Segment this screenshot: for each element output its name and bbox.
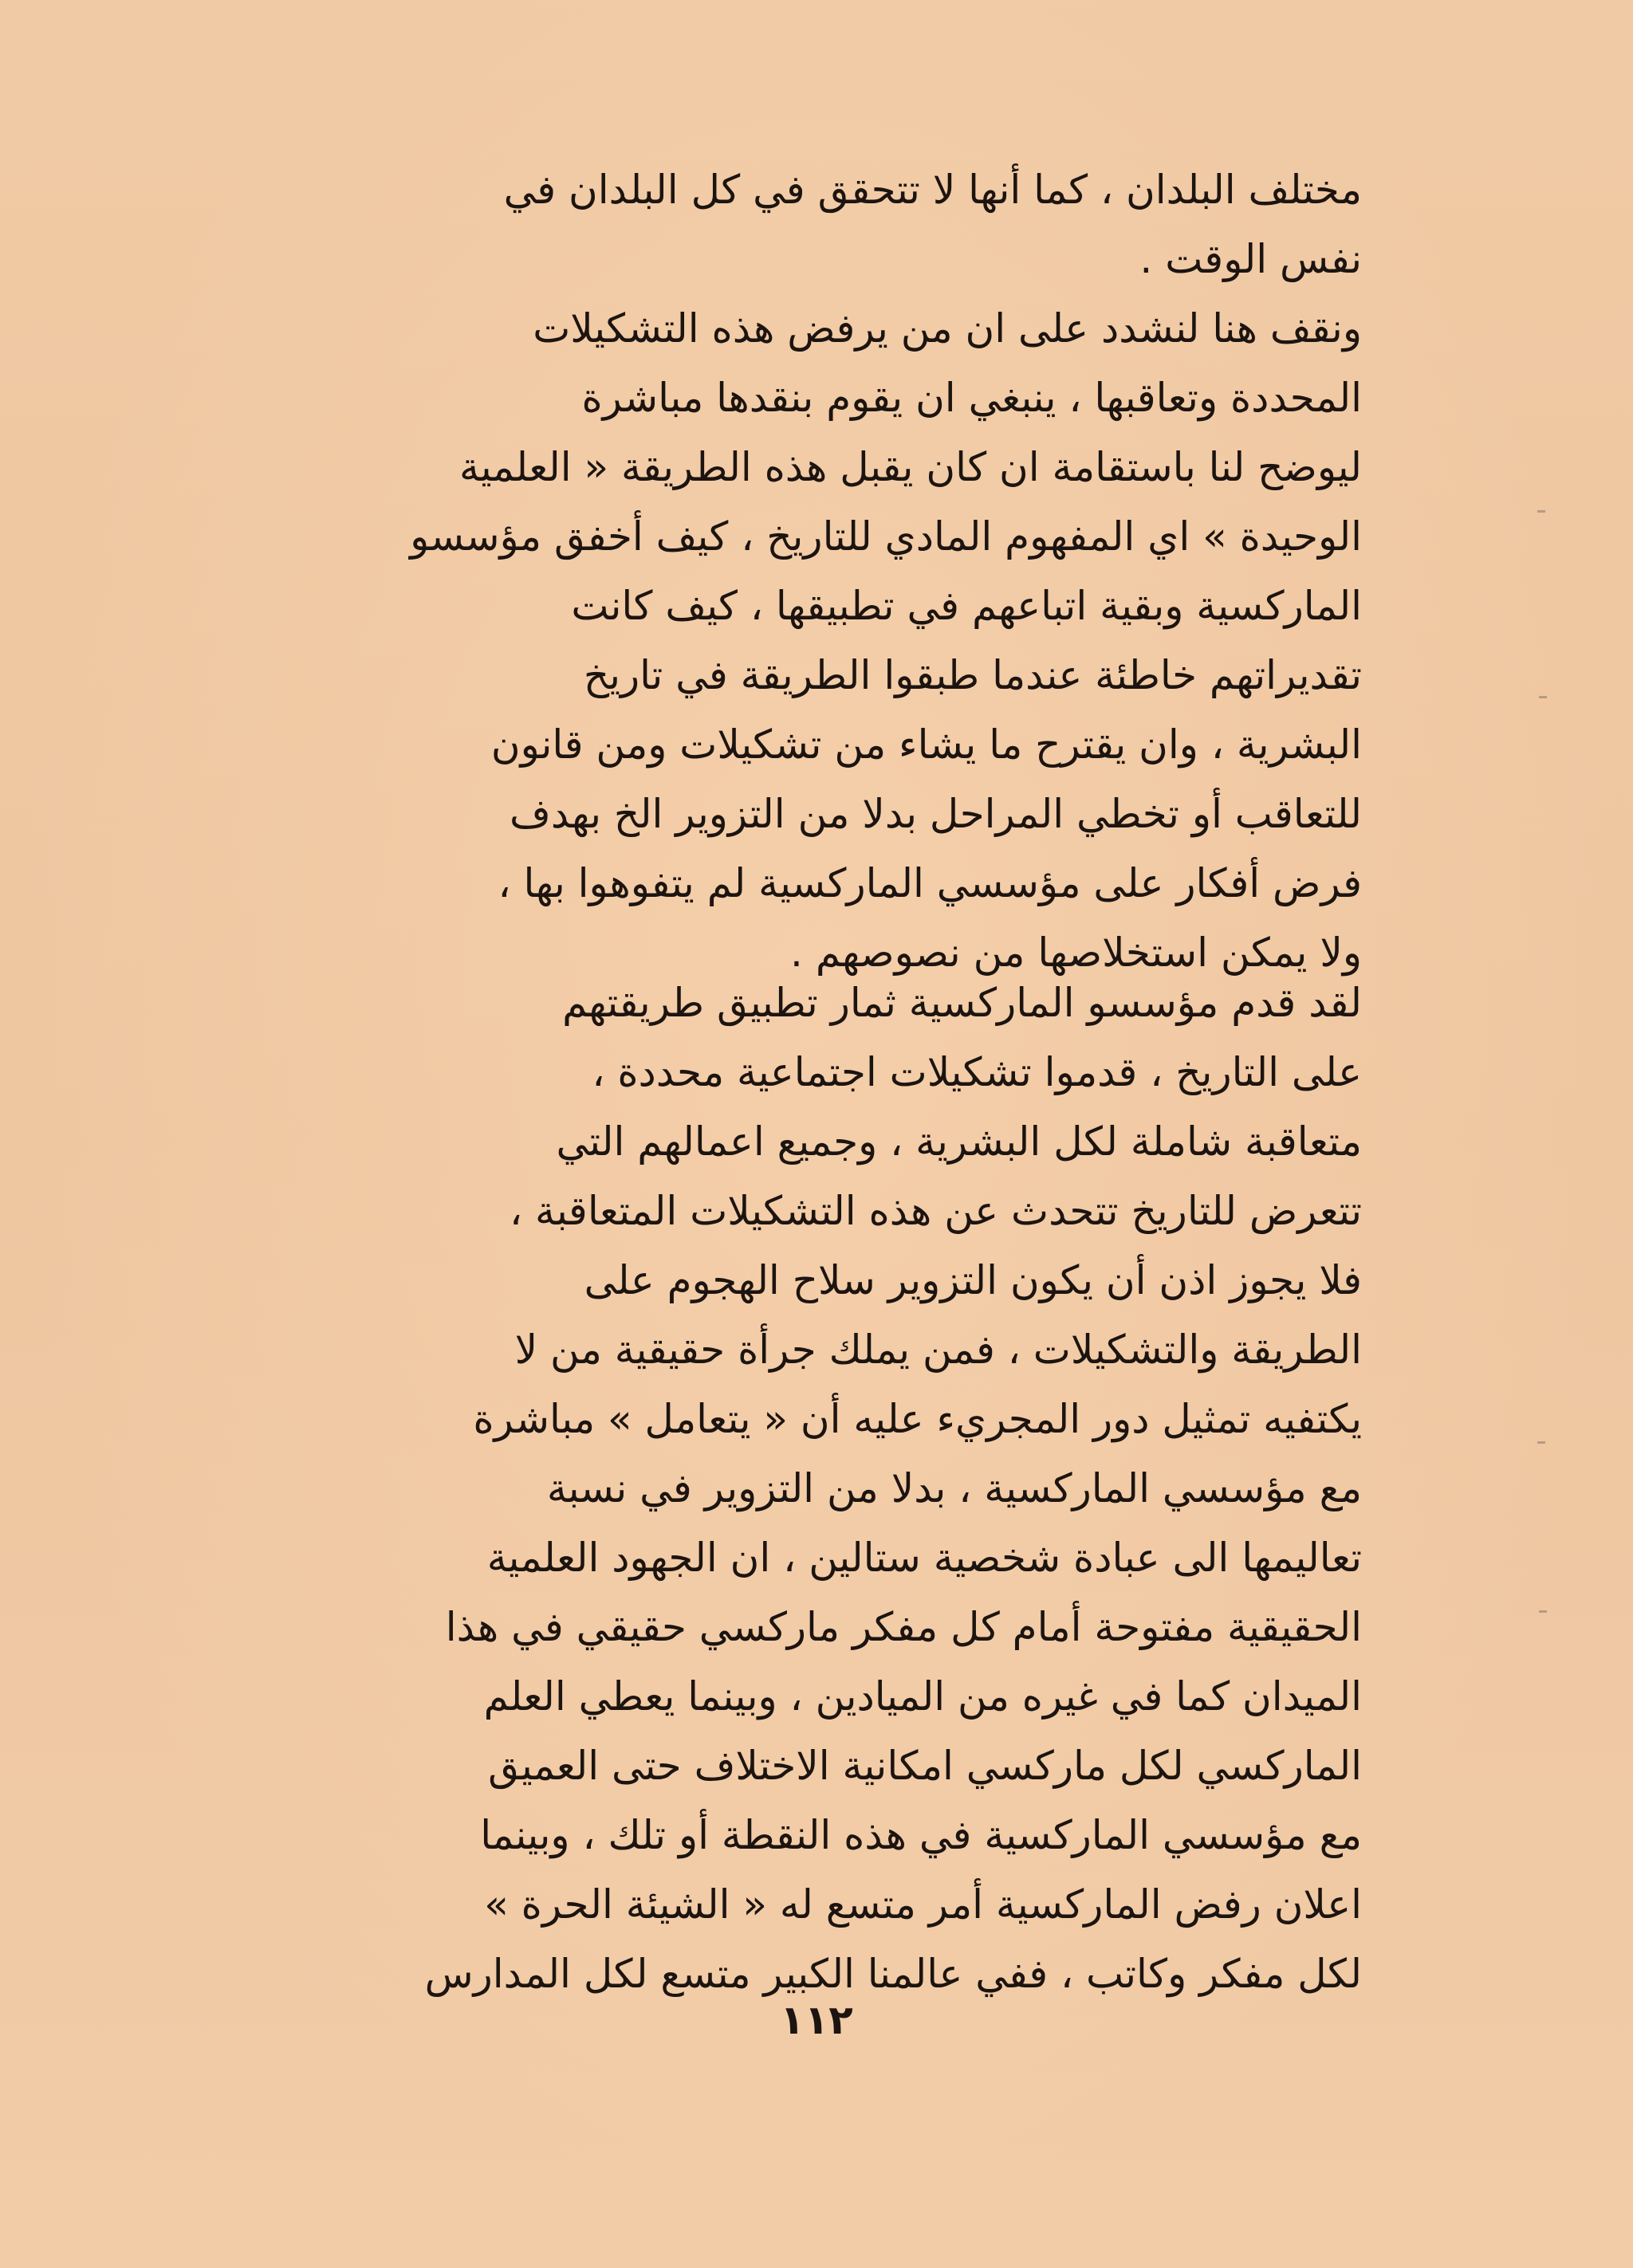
- text-line: الوحيدة » اي المفهوم المادي للتاريخ ، كيف أخفق مؤسسو: [410, 513, 1362, 560]
- text-line: الماركسي لكل ماركسي امكانية الاختلاف حتى العميق: [488, 1743, 1362, 1789]
- text-line: تقديراتهم خاطئة عندما طبقوا الطريقة في تاريخ: [583, 652, 1362, 698]
- text-line: للتعاقب أو تخطي المراحل بدلا من التزوير الخ بهدف: [510, 791, 1362, 837]
- text-line: يكتفيه تمثيل دور المجريء عليه أن « يتعامل » مباشرة: [473, 1396, 1362, 1442]
- text-line: تعاليمها الى عبادة شخصية ستالين ، ان الجهود العلمية: [486, 1535, 1362, 1581]
- text-line: تتعرض للتاريخ تتحدث عن هذه التشكيلات المتعاقبة ،: [510, 1188, 1362, 1234]
- text-line: فلا يجوز اذن أن يكون التزوير سلاح الهجوم على: [584, 1257, 1362, 1303]
- text-line: نفس الوقت .: [1139, 236, 1362, 282]
- text-line: الطريقة والتشكيلات ، فمن يملك جرأة حقيقية من لا: [514, 1327, 1362, 1373]
- paragraph-1: [233, 155, 1362, 988]
- margin-speck: [1537, 510, 1545, 513]
- text-line: فرض أفكار على مؤسسي الماركسية لم يتفوهوا بها ،: [498, 860, 1362, 906]
- text-line: ونقف هنا لنشدد على ان من يرفض هذه التشكيلات: [533, 305, 1362, 352]
- margin-speck: [1539, 1610, 1547, 1613]
- margin-speck: [1539, 696, 1547, 698]
- text-line: لكل مفكر وكاتب ، ففي عالمنا الكبير متسع لكل المدارس: [424, 1951, 1362, 1997]
- text-line: ليوضح لنا باستقامة ان كان يقبل هذه الطريقة « العلمية: [458, 444, 1362, 490]
- text-line: متعاقبة شاملة لكل البشرية ، وجميع اعمالهم التي: [556, 1118, 1362, 1165]
- text-line: الميدان كما في غيره من الميادين ، وبينما يعطي العلم: [483, 1673, 1362, 1720]
- text-line: على التاريخ ، قدموا تشكيلات اجتماعية محددة ،: [592, 1049, 1362, 1095]
- page-number: ١١٢: [780, 1997, 853, 2043]
- text-line: ولا يمكن استخلاصها من نصوصهم .: [790, 930, 1362, 976]
- text-line: اعلان رفض الماركسية أمر متسع له « الشيئة الحرة »: [484, 1881, 1362, 1928]
- text-line: البشرية ، وان يقترح ما يشاء من تشكيلات ومن قانون: [490, 721, 1362, 768]
- text-line: مختلف البلدان ، كما أنها لا تتحقق في كل البلدان في: [503, 167, 1362, 213]
- text-line: مع مؤسسي الماركسية في هذه النقطة أو تلك ، وبينما: [480, 1812, 1362, 1858]
- margin-speck: [1537, 1441, 1545, 1444]
- paragraph-2: [233, 969, 1362, 2009]
- text-line: لقد قدم مؤسسو الماركسية ثمار تطبيق طريقتهم: [562, 980, 1362, 1026]
- text-line: الماركسية وبقية اتباعهم في تطبيقها ، كيف كانت: [571, 583, 1362, 629]
- text-line: الحقيقية مفتوحة أمام كل مفكر ماركسي حقيقي في هذا: [445, 1604, 1362, 1650]
- text-line: مع مؤسسي الماركسية ، بدلا من التزوير في نسبة: [546, 1465, 1362, 1511]
- text-line: المحددة وتعاقبها ، ينبغي ان يقوم بنقدها مباشرة: [581, 375, 1362, 421]
